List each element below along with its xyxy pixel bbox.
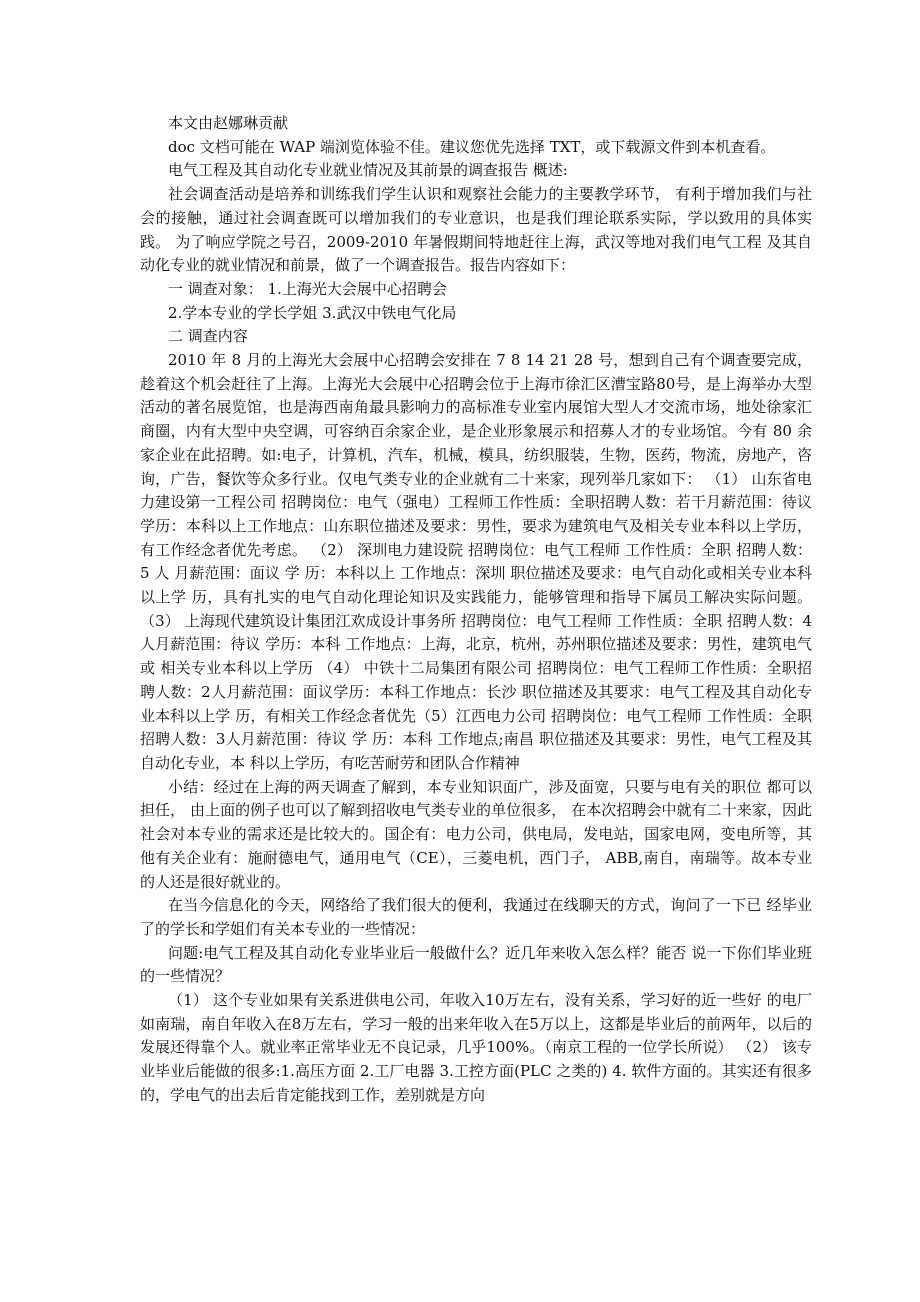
survey-subject-heading: 一 调查对象： 1.上海光大会展中心招聘会 bbox=[168, 279, 447, 298]
doc-notice: doc 文档可能在 WAP 端浏览体验不佳。建议您优先选择 TXT，或下载源文件到本机查看。 bbox=[168, 137, 776, 156]
question-paragraph: 问题:电气工程及其自动化专业毕业后一般做什么？近几年来收入怎么样？能否 说一下你们毕业班的一些情况？ bbox=[140, 943, 812, 986]
survey-content-heading: 二 调查内容 bbox=[168, 327, 248, 346]
summary-paragraph: 小结：经过在上海的两天调查了解到，本专业知识面广，涉及面宽，只要与电有关的职位 都可以担任， 由上面的例子也可以了解到招收电气类专业的单位很多， 在本次招聘会中就有二十来家，因此社会对本专业的需求还是比较大的。国企有：电力公司，供电局，发电站，国家电网，变电所等，其他有关企业有：施耐德电气，通用电气（CE），三菱电机，西门子， ABB,南自，南瑞等。故本专业的人还是很好就业的。 bbox=[140, 777, 812, 891]
survey-subject-items: 2.学本专业的学长学姐 3.武汉中铁电气化局 bbox=[168, 303, 457, 322]
answers-paragraph: （1） 这个专业如果有关系进供电公司，年收入10万左右，没有关系，学习好的近一些好 的电厂如南瑞，南自年收入在8万左右，学习一般的出来年收入在5万以上，这都是毕业后的前两年，以后的发展还得靠个人。就业率正常毕业无不良记录，几乎100%。（南京工程的一位学长所说） （2） 该专业毕业后能做的很多:1.高压方面 2.工厂电器 3.工控方面(PLC 之类的) 4. 软件方面的。其实还有很多的，学电气的出去后肯定能找到工作，差别就是方向 bbox=[140, 991, 812, 1104]
contributor-line: 本文由赵娜琳贡献 bbox=[168, 114, 289, 132]
job-fair-paragraph: 2010 年 8 月的上海光大会展中心招聘会安排在 7 8 14 21 28 号，想到自己有个调查要完成，趁着这个机会赶往了上海。上海光大会展中心招聘会位于上海市徐汇区漕宝路80号，是上海举办大型活动的著名展览馆，也是海西南角最具影响力的高标准专业室内展馆大型人才交流市场，地处徐家汇商圈，内有大型中央空调，可容纳百余家企业，是企业形象展示和招募人才的专业场馆。今有 80 余家企业在此招聘。如:电子，计算机，汽车，机械，模具，纺织服装，生物，医药，物流，房地产，咨询，广告，餐饮等众多行业。仅电气类专业的企业就有二十来家，现列举几家如下： （1） 山东省电力建设第一工程公司 招聘岗位：电气（强电）工程师工作性质：全职招聘人数：若干月薪范围：待议学历：本科以上工作地点：山东职位描述及要求：男性，要求为建筑电气及相关专业本科以上学历，有工作经念者优先考虑。 （2） 深圳电力建设院 招聘岗位：电气工程师 工作性质：全职 招聘人数：5 人 月薪范围：面议 学 历：本科以上 工作地点：深圳 职位描述及要求：电气自动化或相关专业本科以上学 历，具有扎实的电气自动化理论知识及实践能力，能够管理和指导下属员工解决实际问题。 （3） 上海现代建筑设计集团江欢成设计事务所 招聘岗位：电气工程师 工作性质：全职 招聘人数：4人月薪范围：待议 学历：本科 工作地点：上海，北京，杭州，苏州职位描述及要求：男性，建筑电气或 相关专业本科以上学历 （4） 中铁十二局集团有限公司 招聘岗位：电气工程师工作性质：全职招聘人数：2人月薪范围：面议学历：本科工作地点：长沙 职位描述及其要求：电气工程及其自动化专业本科以上学 历，有相关工作经念者优先（5）江西电力公司 招聘岗位：电气工程师 工作性质：全职 招聘人数：3人月薪范围：待议 学 历：本科 工作地点;南昌 职位描述及其要求：男性，电气工程及其自动化专业，本 科以上学历，有吃苦耐劳和团队合作精神 bbox=[140, 351, 812, 772]
document-page bbox=[140, 112, 812, 1108]
overview-paragraph: 社会调查活动是培养和训练我们学生认识和观察社会能力的主要教学环节， 有利于增加我们与社会的接触，通过社会调查既可以增加我们的专业意识，也是我们理论联系实际，学以致用的具体实践。 为了响应学院之号召，2009-2010 年暑假期间特地赶往上海，武汉等地对我们电气工程 及其自动化专业的就业情况和前景，做了一个调查报告。报告内容如下： bbox=[140, 185, 812, 275]
report-title: 电气工程及其自动化专业就业情况及其前景的调查报告 概述: bbox=[168, 161, 568, 180]
online-chat-paragraph: 在当今信息化的今天，网络给了我们很大的便利，我通过在线聊天的方式，询问了一下已 经毕业了的学长和学姐们有关本专业的一些情况： bbox=[140, 896, 812, 938]
